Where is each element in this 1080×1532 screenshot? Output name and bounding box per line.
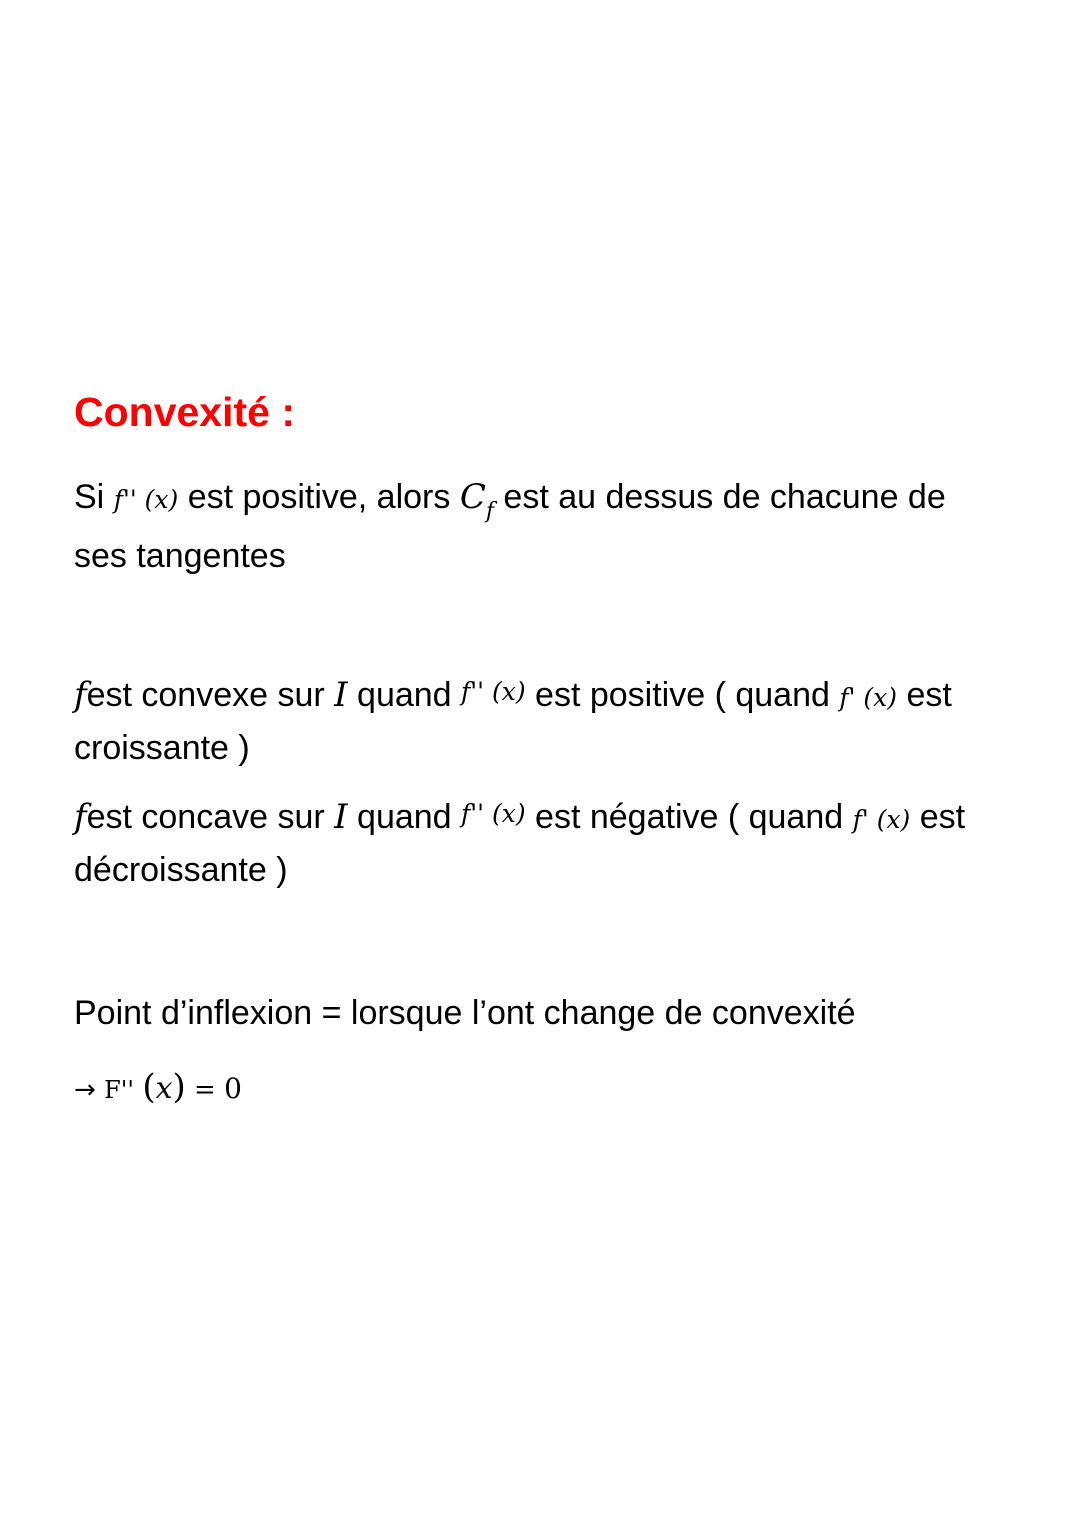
math-f-second-x: f'' (x) bbox=[113, 485, 179, 514]
text: est concave sur bbox=[86, 798, 335, 836]
paragraph-convex bbox=[74, 670, 994, 773]
math-f-second-x: f'' (x) bbox=[461, 799, 526, 828]
math-close-paren: ) bbox=[172, 1067, 186, 1107]
math-F-second: F'' bbox=[104, 1076, 134, 1104]
paragraph-second-derivative-positive bbox=[74, 470, 994, 583]
text: est négative ( quand bbox=[525, 798, 853, 836]
math-c: C bbox=[459, 477, 486, 517]
math-f-prime-x: f' (x) bbox=[839, 683, 898, 712]
section-heading-convexite: Convexité : bbox=[74, 389, 295, 435]
math-f-second-x: f'' (x) bbox=[461, 677, 526, 706]
math-interval-i: I bbox=[334, 797, 348, 837]
arrow-right-icon: → bbox=[74, 1075, 96, 1105]
math-f-prime-x: f' (x) bbox=[852, 805, 911, 834]
math-f: f bbox=[74, 797, 87, 837]
formula-inflection bbox=[74, 1062, 994, 1115]
text: quand bbox=[347, 798, 462, 836]
text: est positive ( quand bbox=[525, 676, 840, 714]
text: est au dessus de chacune de ses tangentes bbox=[74, 478, 946, 575]
math-f: f bbox=[74, 675, 87, 715]
math-c-subscript-f: f bbox=[485, 499, 494, 524]
text: est décroissante ) bbox=[74, 798, 966, 889]
paragraph-concave bbox=[74, 792, 994, 895]
text: Si bbox=[74, 478, 114, 516]
math-interval-i: I bbox=[334, 675, 348, 715]
text: est convexe sur bbox=[86, 676, 335, 714]
paragraph-inflection-point: Point d’inflexion = lorsque l’ont change de convexité bbox=[74, 994, 856, 1032]
text: est positive, alors bbox=[178, 478, 460, 516]
math-zero: 0 bbox=[224, 1072, 242, 1105]
math-open-paren: ( bbox=[142, 1067, 156, 1107]
text: quand bbox=[347, 676, 462, 714]
math-equals: = bbox=[185, 1075, 225, 1105]
math-x: x bbox=[155, 1071, 173, 1106]
text: est croissante ) bbox=[74, 676, 952, 767]
